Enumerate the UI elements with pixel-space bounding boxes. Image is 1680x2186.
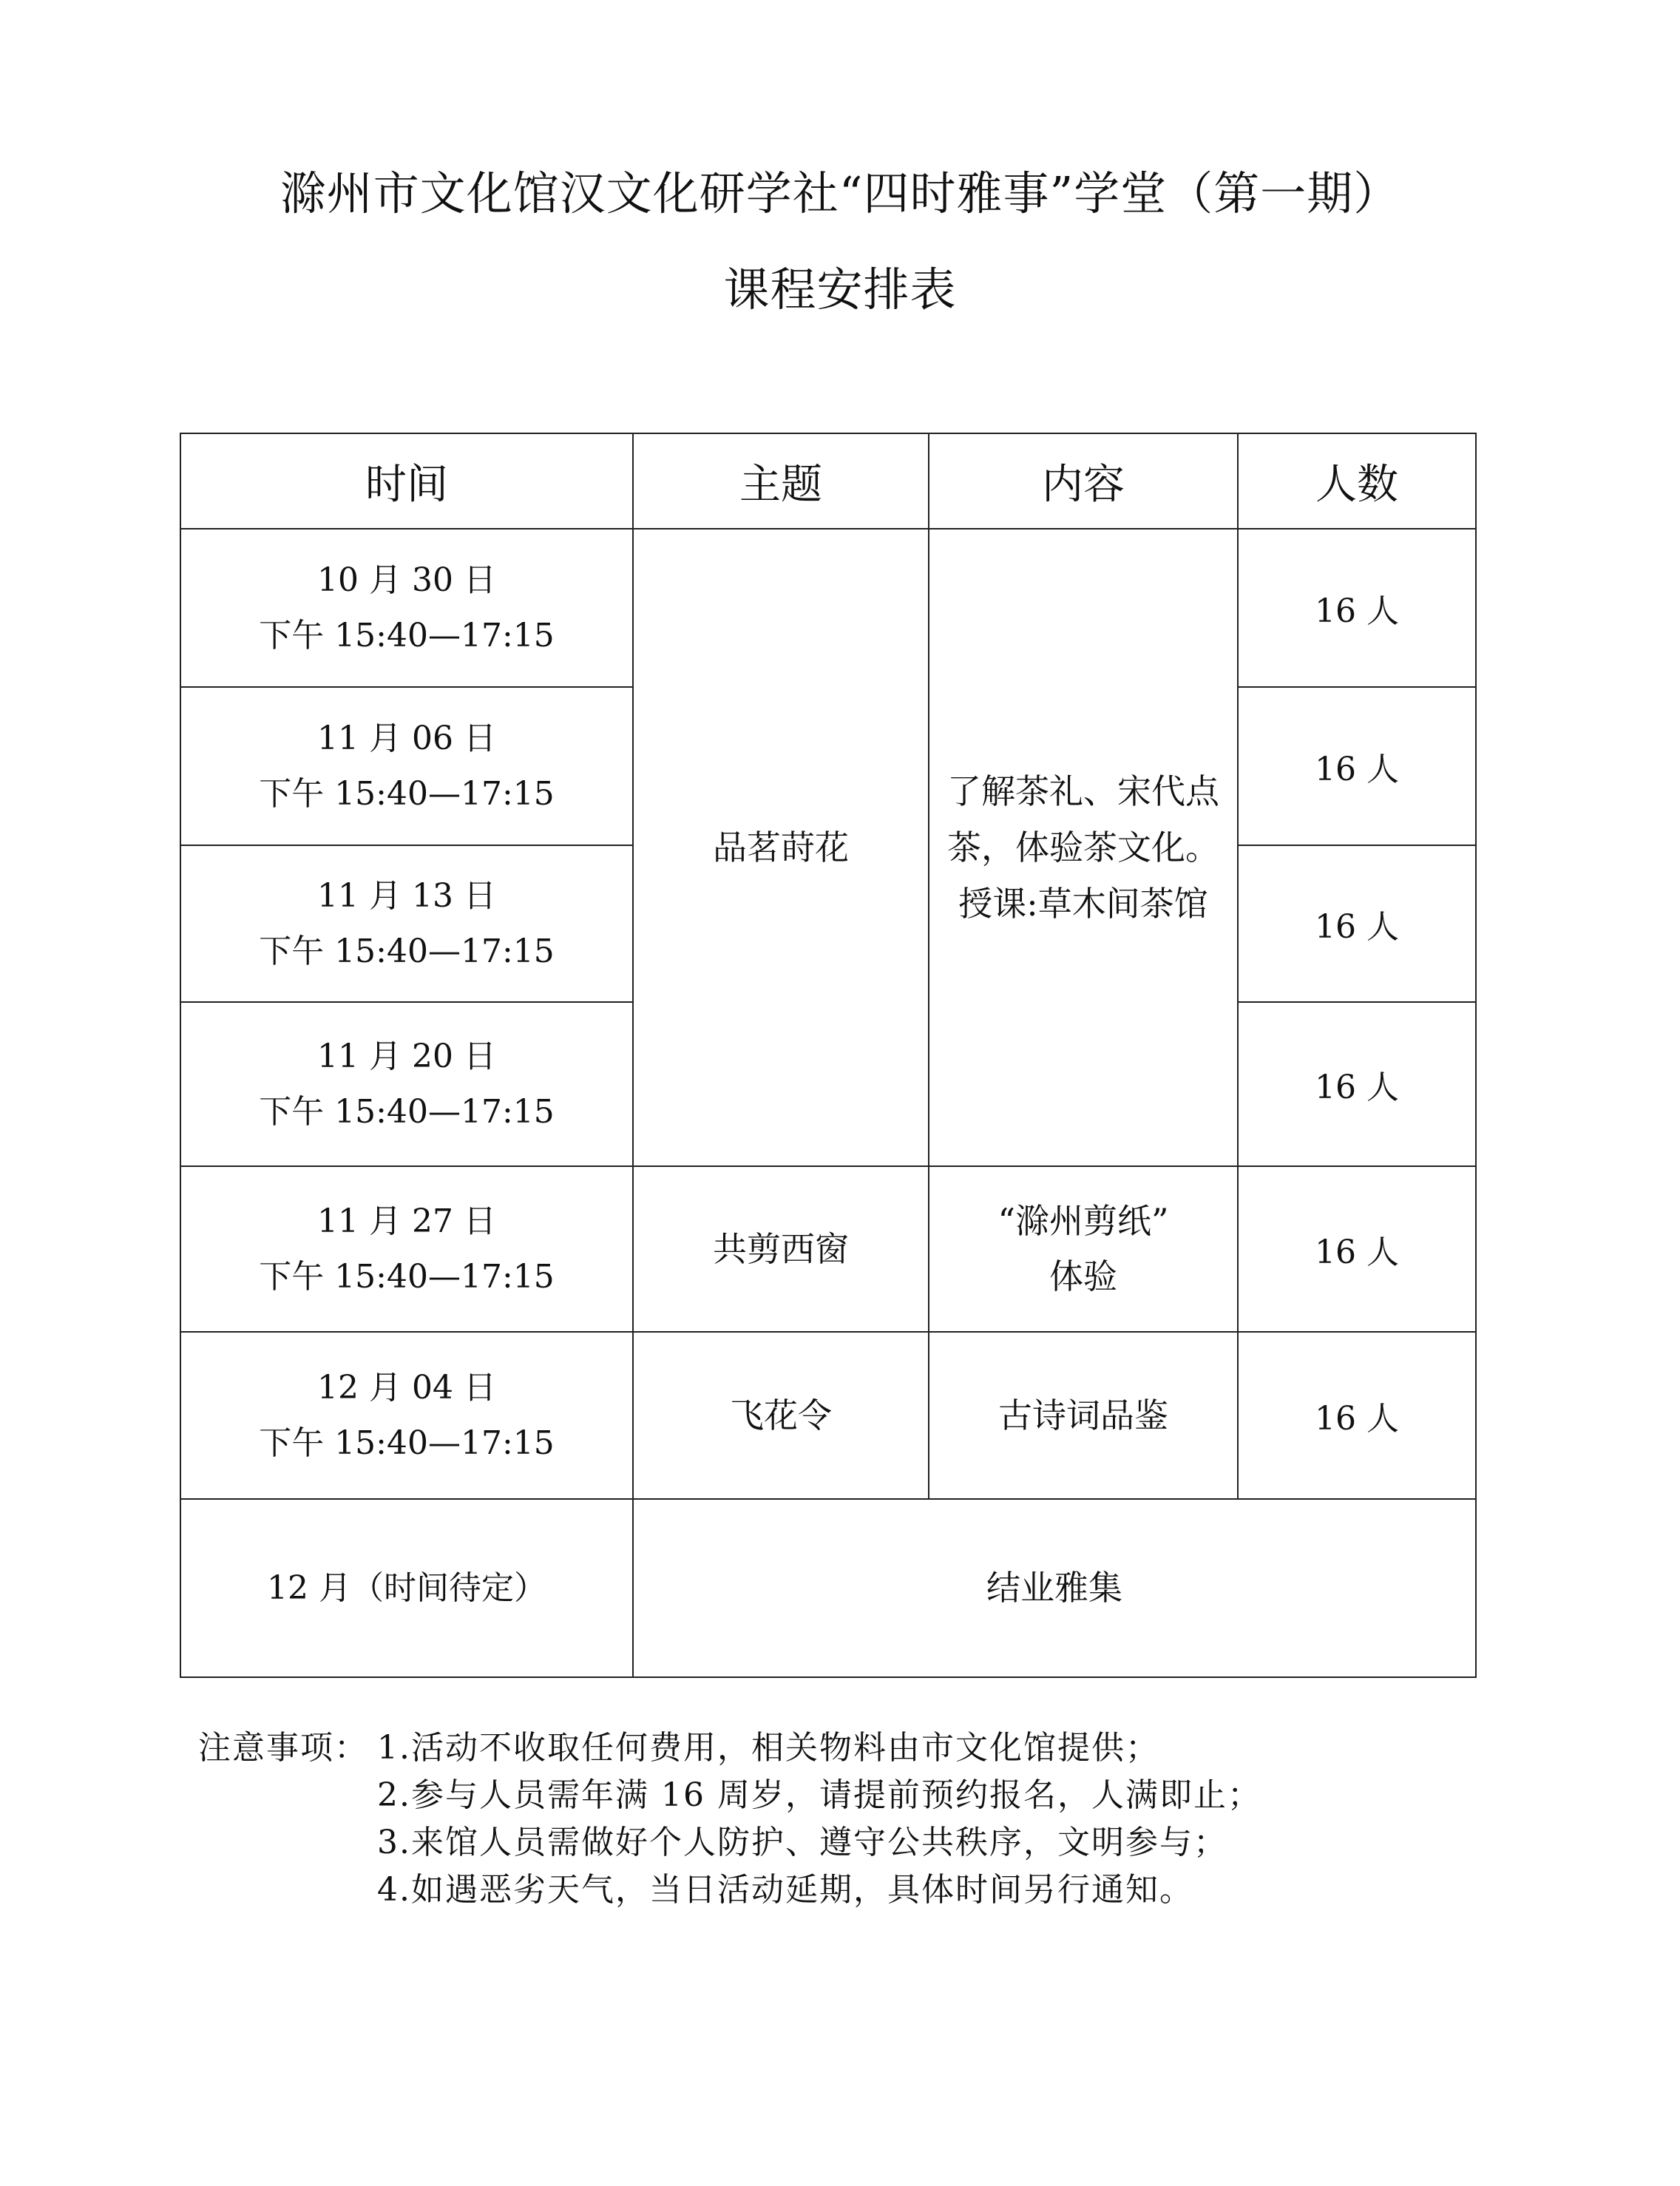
people-cell: 16 人 — [1238, 529, 1476, 687]
people-cell: 16 人 — [1238, 687, 1476, 845]
note-item: 2.参与人员需年满 16 周岁，请提前预约报名，人满即止； — [377, 1776, 1261, 1814]
content-line: 茶，体验茶文化。 — [947, 828, 1219, 867]
time-cell — [180, 687, 633, 845]
time-cell — [180, 1332, 633, 1499]
header-content: 内容 — [929, 433, 1238, 529]
content-line: 了解茶礼、宋代点 — [947, 771, 1219, 811]
table-header-row — [180, 433, 1476, 529]
time-cell — [180, 1002, 633, 1166]
people-cell: 16 人 — [1238, 1166, 1476, 1332]
table-row — [180, 1332, 1476, 1499]
note-row — [198, 1772, 1261, 1819]
slot-text: 下午 15:40—17:15 — [259, 775, 555, 813]
slot-text: 下午 15:40—17:15 — [259, 933, 555, 970]
document-title: 滁州市文化馆汉文化研学社“四时雅事”学堂（第一期） — [280, 166, 1400, 220]
date-text: 11 月 20 日 — [317, 1038, 496, 1075]
notes-label: 注意事项： — [198, 1729, 368, 1767]
theme-cell: 品茗莳花 — [633, 529, 929, 1166]
header-people: 人数 — [1238, 433, 1476, 529]
people-cell: 16 人 — [1238, 1332, 1476, 1499]
people-cell: 16 人 — [1238, 845, 1476, 1002]
date-text: 10 月 30 日 — [317, 561, 496, 599]
content-cell: 古诗词品鉴 — [929, 1332, 1238, 1499]
header-theme: 主题 — [633, 433, 929, 529]
theme-cell: 共剪西窗 — [633, 1166, 929, 1332]
notes-section — [198, 1725, 1261, 1914]
date-text: 11 月 27 日 — [317, 1202, 496, 1240]
note-item: 1.活动不收取任何费用，相关物料由市文化馆提供； — [377, 1729, 1159, 1767]
note-row — [198, 1819, 1261, 1867]
header-time: 时间 — [180, 433, 633, 529]
slot-text: 下午 15:40—17:15 — [259, 1093, 555, 1131]
time-cell — [180, 1166, 633, 1332]
final-time-cell: 12 月（时间待定） — [180, 1499, 633, 1677]
schedule-table — [180, 433, 1477, 1678]
table-row-final — [180, 1499, 1476, 1677]
slot-text: 下午 15:40—17:15 — [259, 617, 555, 654]
people-cell: 16 人 — [1238, 1002, 1476, 1166]
slot-text: 下午 15:40—17:15 — [259, 1424, 555, 1462]
note-row — [198, 1725, 1261, 1772]
content-line: 授课:草木间茶馆 — [958, 884, 1208, 924]
note-item: 3.来馆人员需做好个人防护、遵守公共秩序，文明参与； — [377, 1824, 1227, 1861]
content-line: 体验 — [1049, 1256, 1117, 1296]
document-subtitle: 课程安排表 — [723, 263, 957, 317]
time-cell — [180, 529, 633, 687]
slot-text: 下午 15:40—17:15 — [259, 1258, 555, 1296]
date-text: 11 月 13 日 — [317, 877, 496, 915]
content-cell — [929, 1166, 1238, 1332]
final-event-cell: 结业雅集 — [633, 1499, 1476, 1677]
note-item: 4.如遇恶劣天气，当日活动延期，具体时间另行通知。 — [377, 1871, 1193, 1909]
time-cell — [180, 845, 633, 1002]
theme-cell: 飞花令 — [633, 1332, 929, 1499]
date-text: 11 月 06 日 — [317, 720, 496, 757]
table-row — [180, 529, 1476, 687]
note-row — [198, 1867, 1261, 1914]
content-line: “滁州剪纸” — [998, 1201, 1169, 1241]
table-row — [180, 1166, 1476, 1332]
content-cell — [929, 529, 1238, 1166]
date-text: 12 月 04 日 — [317, 1369, 496, 1407]
